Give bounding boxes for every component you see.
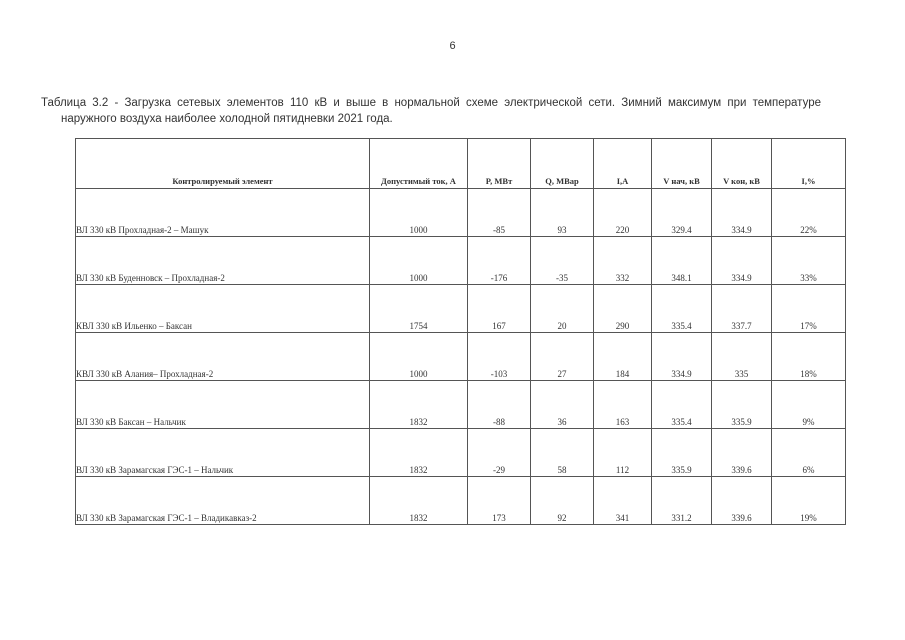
cell-i-percent: 17% [772,285,846,333]
cell-v-end: 335 [712,333,772,381]
cell-q: 58 [531,429,594,477]
cell-q: -35 [531,237,594,285]
cell-allowed-current: 1000 [370,189,468,237]
page-number: 6 [449,40,456,52]
header-i: I,А [594,139,652,189]
header-i-percent: I,% [772,139,846,189]
cell-i-percent: 6% [772,429,846,477]
table-row [76,381,846,429]
cell-p: -29 [468,429,531,477]
cell-element: ВЛ 330 кВ Буденновск – Прохладная-2 [76,237,370,285]
header-p: P, МВт [468,139,531,189]
table-caption [41,95,821,127]
cell-i: 341 [594,477,652,525]
cell-element: ВЛ 330 кВ Баксан – Нальчик [76,381,370,429]
table-row [76,333,846,381]
cell-element: ВЛ 330 кВ Зарамагская ГЭС-1 – Владикавказ-2 [76,477,370,525]
cell-element: КВЛ 330 кВ Ильенко – Баксан [76,285,370,333]
cell-i-percent: 9% [772,381,846,429]
cell-allowed-current: 1000 [370,237,468,285]
caption-line-2: наружного воздуха наиболее холодной пятидневки 2021 года. [61,113,393,125]
cell-v-end: 339.6 [712,477,772,525]
header-element: Контролируемый элемент [76,139,370,189]
cell-q: 27 [531,333,594,381]
cell-q: 20 [531,285,594,333]
cell-allowed-current: 1754 [370,285,468,333]
cell-v-start: 329.4 [652,189,712,237]
cell-v-end: 337.7 [712,285,772,333]
header-q: Q, МВар [531,139,594,189]
cell-p: -85 [468,189,531,237]
header-v-start: V нач, кВ [652,139,712,189]
cell-p: 167 [468,285,531,333]
cell-i: 163 [594,381,652,429]
table-header-row [76,139,846,189]
cell-i: 220 [594,189,652,237]
cell-v-start: 335.4 [652,381,712,429]
cell-allowed-current: 1832 [370,429,468,477]
cell-allowed-current: 1832 [370,381,468,429]
cell-v-start: 335.4 [652,285,712,333]
cell-p: 173 [468,477,531,525]
cell-i: 332 [594,237,652,285]
header-allowed-current: Допустимый ток, А [370,139,468,189]
cell-v-end: 335.9 [712,381,772,429]
table-row [76,429,846,477]
header-v-end: V кон, кВ [712,139,772,189]
cell-v-end: 334.9 [712,189,772,237]
cell-allowed-current: 1000 [370,333,468,381]
cell-p: -88 [468,381,531,429]
cell-i: 290 [594,285,652,333]
table-row [76,237,846,285]
cell-v-end: 334.9 [712,237,772,285]
table-row [76,189,846,237]
cell-i-percent: 18% [772,333,846,381]
cell-q: 36 [531,381,594,429]
cell-v-end: 339.6 [712,429,772,477]
load-table [75,138,846,525]
cell-v-start: 331.2 [652,477,712,525]
cell-q: 93 [531,189,594,237]
cell-i: 112 [594,429,652,477]
cell-i-percent: 33% [772,237,846,285]
cell-allowed-current: 1832 [370,477,468,525]
cell-i: 184 [594,333,652,381]
table-row [76,285,846,333]
cell-v-start: 335.9 [652,429,712,477]
cell-q: 92 [531,477,594,525]
cell-v-start: 348.1 [652,237,712,285]
cell-element: ВЛ 330 кВ Прохладная-2 – Машук [76,189,370,237]
cell-i-percent: 22% [772,189,846,237]
cell-element: ВЛ 330 кВ Зарамагская ГЭС-1 – Нальчик [76,429,370,477]
cell-element: КВЛ 330 кВ Алания– Прохладная-2 [76,333,370,381]
table-row [76,477,846,525]
cell-p: -103 [468,333,531,381]
caption-line-1: Таблица 3.2 - Загрузка сетевых элементов 110 кВ и выше в нормальной схеме электрической сети. Зимний максимум при температуре [41,97,821,109]
cell-i-percent: 19% [772,477,846,525]
cell-v-start: 334.9 [652,333,712,381]
cell-p: -176 [468,237,531,285]
